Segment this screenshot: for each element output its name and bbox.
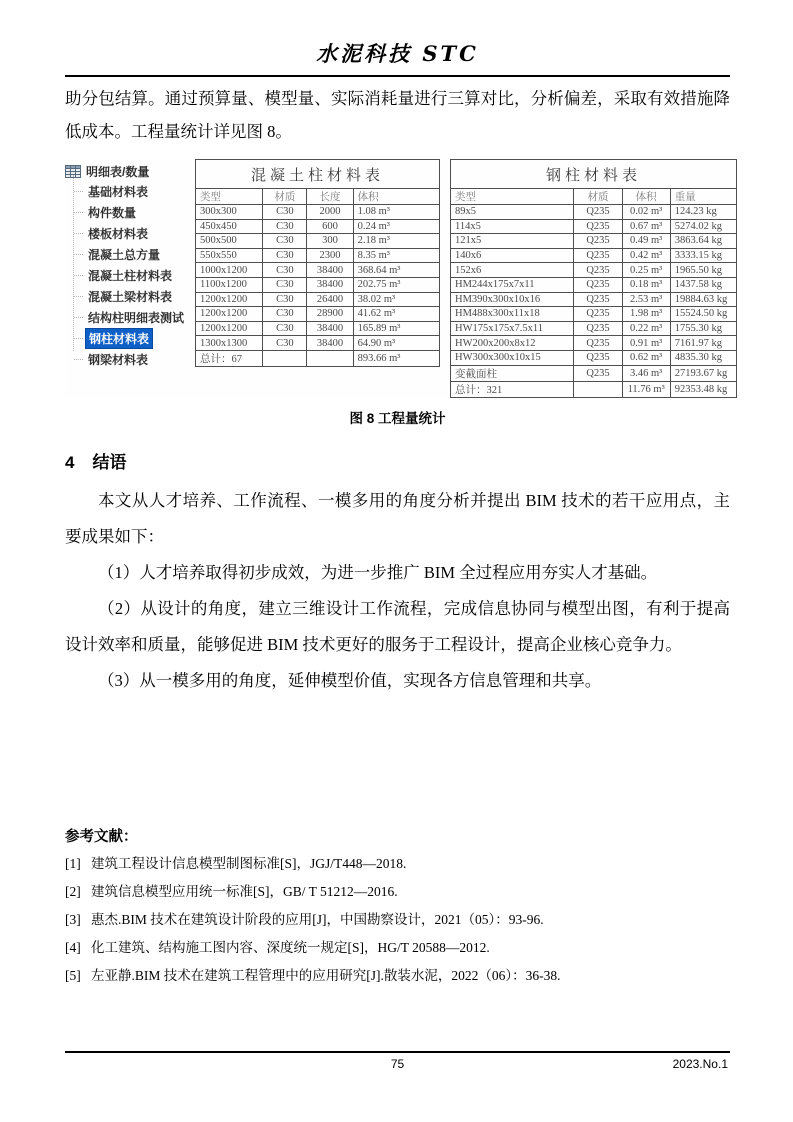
table-cell: 0.24 m³: [353, 219, 439, 234]
section-title: 结语: [92, 453, 127, 472]
table-row: [196, 205, 440, 220]
table-cell: 0.18 m³: [622, 277, 670, 292]
table-cell: 202.75 m³: [353, 277, 439, 292]
table-cell: HM390x300x10x16: [451, 292, 574, 307]
header-rule: [65, 75, 730, 77]
table-row: [451, 292, 737, 307]
table-cell: 1100x1200: [196, 277, 263, 292]
column-header: 体积: [622, 189, 670, 205]
sidebar-item: [65, 286, 192, 307]
table-cell: 0.25 m³: [622, 263, 670, 278]
table-header-row: [196, 189, 440, 205]
reference-text: 建筑工程设计信息模型制图标准[S]，JGJ/T448—2018.: [91, 856, 407, 871]
table-cell: 26400: [307, 292, 353, 307]
table-cell: Q235: [574, 248, 622, 263]
steel-column-schedule: [450, 159, 737, 398]
table-cell: 4835.30 kg: [670, 350, 736, 365]
table-cell: 11.76 m³: [622, 381, 670, 397]
table-cell: Q235: [574, 205, 622, 220]
sidebar-root-item: [65, 161, 192, 181]
table-cell: 总计：321: [451, 381, 574, 397]
reference-item: [65, 962, 730, 990]
column-header: 类型: [196, 189, 263, 205]
table-cell: 121x5: [451, 234, 574, 249]
table-cell: [263, 350, 307, 366]
table-cell: 38400: [307, 263, 353, 278]
table-cell: 28900: [307, 307, 353, 322]
table-cell: 8.35 m³: [353, 248, 439, 263]
sidebar-item: [65, 202, 192, 223]
table-cell: C30: [263, 219, 307, 234]
column-header: 类型: [451, 189, 574, 205]
sidebar-item: [65, 349, 192, 370]
sidebar-item-label: 钢梁材料表: [88, 353, 149, 367]
reference-text: 化工建筑、结构施工图内容、深度统一规定[S]，HG/T 20588—2012.: [91, 940, 490, 955]
table-cell: 300: [307, 234, 353, 249]
table-cell: 1.08 m³: [353, 205, 439, 220]
figure-sidebar-tree: [65, 159, 192, 370]
table-row: [451, 277, 737, 292]
table-cell: 0.42 m³: [622, 248, 670, 263]
table-row: [196, 292, 440, 307]
sidebar-item-label: 钢柱材料表: [85, 328, 153, 349]
section-paragraph: （3）从一模多用的角度，延伸模型价值，实现各方信息管理和共享。: [98, 671, 602, 690]
table-cell: 1200x1200: [196, 307, 263, 322]
table-row: [196, 263, 440, 278]
table-cell: 92353.48 kg: [670, 381, 736, 397]
table-row: [196, 350, 440, 366]
reference-text: 左亚静.BIM 技术在建筑工程管理中的应用研究[J].散装水泥，2022（06）：36-38.: [91, 968, 561, 983]
reference-text: 建筑信息模型应用统一标准[S]，GB/ T 51212—2016.: [91, 884, 398, 899]
sidebar-item-label: 混凝土梁材料表: [88, 290, 173, 304]
table-cell: Q235: [574, 292, 622, 307]
table-cell: 41.62 m³: [353, 307, 439, 322]
table-cell: 368.64 m³: [353, 263, 439, 278]
table-cell: Q235: [574, 350, 622, 365]
table-row: [451, 381, 737, 397]
table-row: [196, 219, 440, 234]
table-title: 混凝土柱材料表: [196, 160, 440, 189]
sidebar-item: [65, 265, 192, 286]
table-cell: 变截面柱: [451, 365, 574, 381]
table-cell: 5274.02 kg: [670, 219, 736, 234]
table-cell: 0.49 m³: [622, 234, 670, 249]
table-cell: HM244x175x7x11: [451, 277, 574, 292]
table-cell: C30: [263, 205, 307, 220]
reference-text: 惠杰.BIM 技术在建筑设计阶段的应用[J]，中国勘察设计，2021（05）：93-96.: [91, 912, 544, 927]
table-cell: 38400: [307, 336, 353, 351]
table-row: [451, 205, 737, 220]
column-header: 长度: [307, 189, 353, 205]
table-cell: Q235: [574, 277, 622, 292]
table-row: [196, 307, 440, 322]
table-cell: 总计：67: [196, 350, 263, 366]
table-row: [451, 219, 737, 234]
reference-item: [65, 934, 730, 962]
sidebar-item-label: 混凝土总方量: [88, 248, 161, 262]
table-row: [451, 336, 737, 351]
section-paragraph: （1）人才培养取得初步成效，为进一步推广 BIM 全过程应用夯实人才基础。: [98, 563, 658, 582]
table-cell: 1200x1200: [196, 292, 263, 307]
table-cell: 500x500: [196, 234, 263, 249]
sidebar-item-label: 混凝土柱材料表: [88, 269, 173, 283]
table-row: [451, 365, 737, 381]
reference-number: [1]: [65, 856, 81, 871]
figure-caption: 图 8 工程量统计: [349, 411, 446, 426]
table-cell: HM488x300x11x18: [451, 307, 574, 322]
table-cell: C30: [263, 321, 307, 336]
table-cell: 38.02 m³: [353, 292, 439, 307]
table-cell: 1965.50 kg: [670, 263, 736, 278]
table-cell: C30: [263, 292, 307, 307]
table-header-row: [451, 189, 737, 205]
sidebar-item: [65, 328, 192, 349]
table-title: 钢柱材料表: [451, 160, 737, 189]
sidebar-item: [65, 223, 192, 244]
table-cell: C30: [263, 336, 307, 351]
table-cell: HW300x300x10x15: [451, 350, 574, 365]
concrete-column-schedule: [195, 159, 440, 367]
section-number: 4: [65, 453, 75, 472]
table-cell: 550x550: [196, 248, 263, 263]
table-cell: 64.90 m³: [353, 336, 439, 351]
table-cell: Q235: [574, 219, 622, 234]
table-row: [451, 350, 737, 365]
sidebar-item: [65, 244, 192, 265]
table-row: [451, 248, 737, 263]
table-cell: 27193.67 kg: [670, 365, 736, 381]
table-cell: 124.23 kg: [670, 205, 736, 220]
table-cell: 152x6: [451, 263, 574, 278]
table-cell: Q235: [574, 321, 622, 336]
table-cell: 1.98 m³: [622, 307, 670, 322]
sidebar-item-label: 楼板材料表: [88, 227, 149, 241]
sidebar-item: [65, 307, 192, 328]
table-row: [196, 336, 440, 351]
reference-item: [65, 906, 730, 934]
table-cell: Q235: [574, 263, 622, 278]
table-cell: 2000: [307, 205, 353, 220]
journal-title: 水泥科技 STC: [316, 41, 479, 66]
table-cell: 1300x1300: [196, 336, 263, 351]
table-cell: 3.46 m³: [622, 365, 670, 381]
table-cell: HW175x175x7.5x11: [451, 321, 574, 336]
section-paragraph: （2）从设计的角度，建立三维设计工作流程，完成信息协同与模型出图，有利于提高设计效率和质量，能够促进 BIM 技术更好的服务于工程设计，提高企业核心竞争力。: [65, 599, 730, 654]
table-cell: 3333.15 kg: [670, 248, 736, 263]
table-cell: 89x5: [451, 205, 574, 220]
sidebar-root-label: 明细表/数量: [86, 164, 150, 179]
table-cell: C30: [263, 248, 307, 263]
table-cell: 2.53 m³: [622, 292, 670, 307]
table-cell: 0.62 m³: [622, 350, 670, 365]
column-header: 材质: [263, 189, 307, 205]
reference-number: [4]: [65, 940, 81, 955]
references-heading: 参考文献：: [65, 829, 138, 845]
reference-number: [5]: [65, 968, 81, 983]
table-cell: 1000x1200: [196, 263, 263, 278]
sidebar-item: [65, 181, 192, 202]
table-cell: 0.22 m³: [622, 321, 670, 336]
table-row: [451, 263, 737, 278]
table-cell: 38400: [307, 321, 353, 336]
table-cell: 600: [307, 219, 353, 234]
page-number: 75: [390, 1057, 405, 1071]
table-cell: 1437.58 kg: [670, 277, 736, 292]
table-cell: HW200x200x8x12: [451, 336, 574, 351]
table-cell: 893.66 m³: [353, 350, 439, 366]
table-cell: 165.89 m³: [353, 321, 439, 336]
sidebar-item-label: 基础材料表: [88, 185, 149, 199]
column-header: 重量: [670, 189, 736, 205]
table-cell: 0.02 m³: [622, 205, 670, 220]
table-cell: 140x6: [451, 248, 574, 263]
page-footer: [65, 1051, 730, 1075]
table-cell: 300x300: [196, 205, 263, 220]
table-cell: 1755.30 kg: [670, 321, 736, 336]
table-cell: [574, 381, 622, 397]
table-cell: 0.91 m³: [622, 336, 670, 351]
table-cell: Q235: [574, 336, 622, 351]
table-cell: 15524.50 kg: [670, 307, 736, 322]
table-cell: 1200x1200: [196, 321, 263, 336]
column-header: 体积: [353, 189, 439, 205]
reference-number: [3]: [65, 912, 81, 927]
section-heading: [65, 448, 730, 473]
table-row: [451, 234, 737, 249]
sidebar-item-label: 结构柱明细表测试: [88, 311, 185, 325]
table-row: [196, 248, 440, 263]
column-header: 材质: [574, 189, 622, 205]
table-row: [451, 321, 737, 336]
table-cell: 0.67 m³: [622, 219, 670, 234]
table-cell: 2.18 m³: [353, 234, 439, 249]
table-cell: C30: [263, 234, 307, 249]
table-cell: 19884.63 kg: [670, 292, 736, 307]
table-cell: C30: [263, 277, 307, 292]
section-paragraph: 本文从人才培养、工作流程、一模多用的角度分析并提出 BIM 技术的若干应用点，主要成果如下：: [65, 491, 730, 546]
table-row: [196, 234, 440, 249]
table-cell: [307, 350, 353, 366]
table-cell: C30: [263, 263, 307, 278]
table-cell: 450x450: [196, 219, 263, 234]
reference-item: [65, 850, 730, 878]
table-cell: 114x5: [451, 219, 574, 234]
sidebar-item-label: 构件数量: [88, 206, 137, 220]
table-cell: Q235: [574, 307, 622, 322]
reference-item: [65, 878, 730, 906]
table-cell: C30: [263, 307, 307, 322]
table-row: [196, 321, 440, 336]
reference-list: [65, 850, 730, 990]
table-row: [451, 307, 737, 322]
table-row: [196, 277, 440, 292]
issue-label: 2023.No.1: [672, 1057, 728, 1071]
figure-screenshot: [65, 159, 730, 396]
references-section: [65, 825, 730, 990]
table-cell: 7161.97 kg: [670, 336, 736, 351]
table-cell: Q235: [574, 234, 622, 249]
table-cell: Q235: [574, 365, 622, 381]
table-cell: 38400: [307, 277, 353, 292]
intro-paragraph: 助分包结算。通过预算量、模型量、实际消耗量进行三算对比，分析偏差，采取有效措施降低成本。工程量统计详见图 8。: [65, 89, 730, 141]
reference-number: [2]: [65, 884, 81, 899]
table-cell: 2300: [307, 248, 353, 263]
table-cell: 3863.64 kg: [670, 234, 736, 249]
